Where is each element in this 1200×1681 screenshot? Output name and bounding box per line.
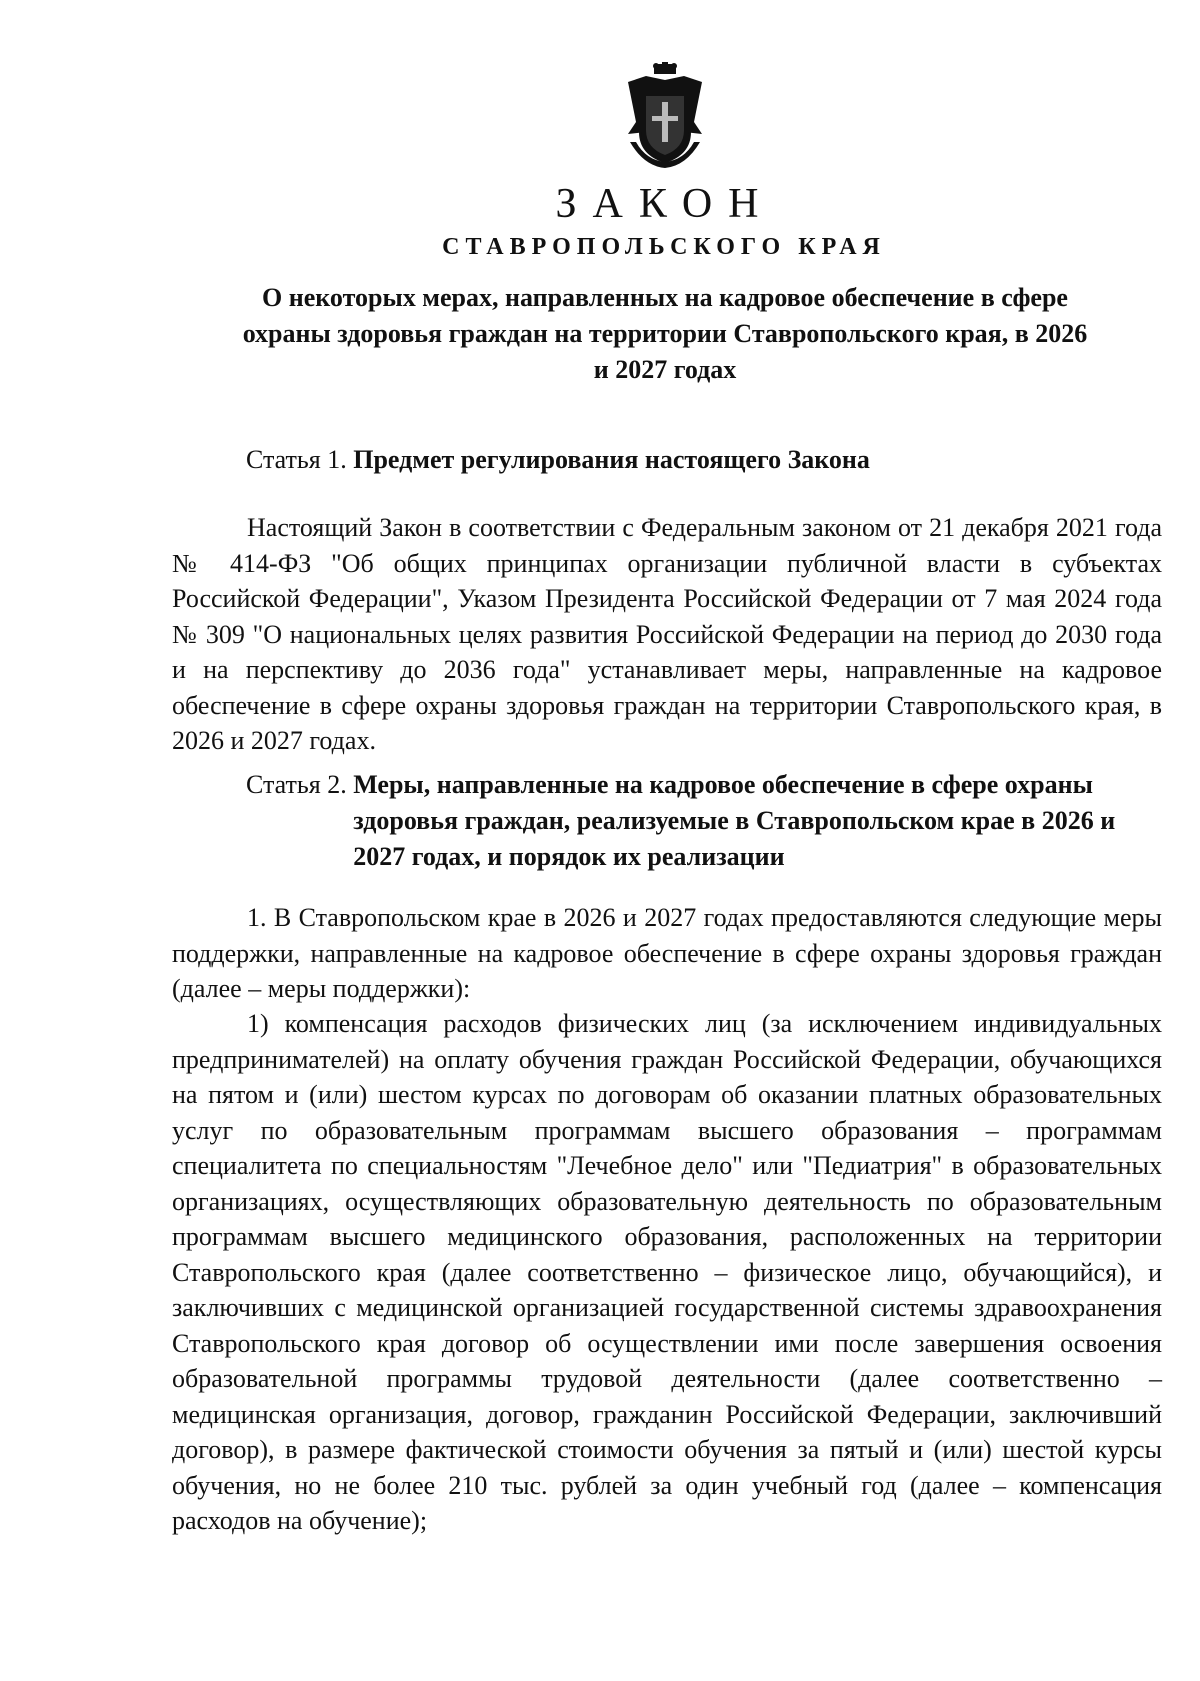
article-1-title: Предмет регулирования настоящего Закона: [353, 445, 870, 474]
article-1-paragraph: Настоящий Закон в соответствии с Федеральным законом от 21 декабря 2021 года № 414-ФЗ "Об общих принципах организации публичной власти в субъектах Российской Федерации", Указом Президента Российской Федерации от 7 мая 2024 года № 309 "О национальных целях развития Российской Федерации на период до 2030 года и на перспективу до 2036 года" устанавливает меры, направленные на кадровое обеспечение в сфере охраны здоровья граждан на территории Ставропольского края, в 2026 и 2027 годах.: [172, 513, 1162, 755]
article-2-label: Статья 2.: [246, 770, 347, 799]
article-1-heading: [246, 442, 870, 478]
law-subject-title: О некоторых мерах, направленных на кадровое обеспечение в сфере охраны здоровья граждан на территории Ставропольского края, в 2026 и 2027 годах: [242, 283, 1088, 384]
article-2-heading: [246, 767, 1146, 875]
coat-of-arms-emblem-icon: [624, 62, 706, 170]
region-title: СТАВРОПОЛЬСКОГО КРАЯ: [442, 234, 886, 260]
article-1-label: Статья 1.: [246, 445, 347, 474]
law-title: ЗАКОН: [555, 181, 775, 227]
article-2-paragraph-2: 1) компенсация расходов физических лиц (за исключением индивидуальных предпринимателей) на оплату обучения граждан Российской Федерации, обучающихся на пятом и (или) шестом курсах по договорам об оказании платных образовательных услуг по образовательным программам высшего образования – программам специалитета по специальностям "Лечебное дело" или "Педиатрия" в образовательных организациях, осуществляющих образовательную деятельность по образовательным программам высшего медицинского образования, расположенных на территории Ставропольского края (далее соответственно – физическое лицо, обучающийся), и заключивших с медицинской организацией государственной системы здравоохранения Ставропольского края договор об осуществлении ими после завершения освоения образовательной программы трудовой деятельности (далее соответственно – медицинская организация, договор, гражданин Российской Федерации, заключивший договор), в размере фактической стоимости обучения за пятый и (или) шестой курсы обучения, но не более 210 тыс. рублей за один учебный год (далее – компенсация расходов на обучение);: [172, 1009, 1162, 1535]
article-2-title: Меры, направленные на кадровое обеспечение в сфере охраны здоровья граждан, реализуемые в Ставропольском крае в 2026 и 2027 годах, и порядок их реализации: [353, 770, 1116, 871]
article-2-paragraph-1: 1. В Ставропольском крае в 2026 и 2027 годах предоставляются следующие меры поддержки, направленные на кадровое обеспечение в сфере охраны здоровья граждан (далее – меры поддержки):: [172, 903, 1162, 1003]
